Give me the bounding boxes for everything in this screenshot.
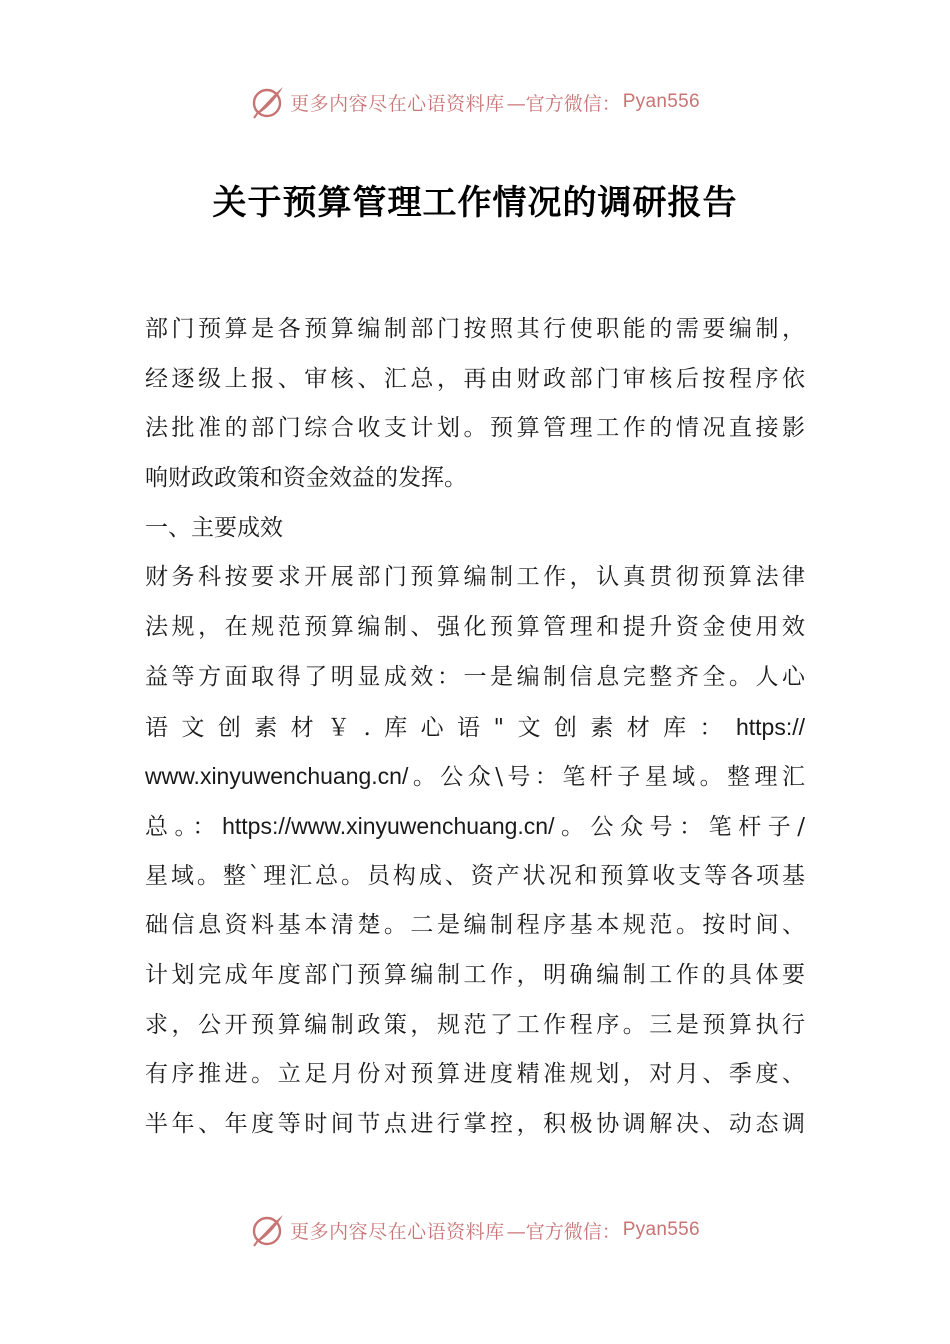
body-line: 法批准的部门综合收支计划。预算管理工作的情况直接影 [145, 415, 805, 442]
banner-separator: —官方微信： [506, 92, 621, 115]
body-line: 部门预算是各预算编制部门按照其行使职能的需要编制， [145, 316, 805, 342]
body-line: 财务科按要求开展部门预算编制工作，认真贯彻预算法律 [145, 564, 805, 591]
body-line: 半年、年度等时间节点进行掌控，积极协调解决、动态调 [145, 1111, 805, 1137]
body-line: 总。：https://www.xinyuwenchuang.cn/。公众号：笔杆子/ [145, 812, 805, 840]
banner-text: 更多内容尽在心语资料库 [290, 92, 505, 115]
section-heading: 一、主要成效 [145, 514, 283, 541]
body-line: 益等方面取得了明显成效：一是编制信息完整齐全。人心 [145, 663, 805, 690]
body-line: 经逐级上报、审核、汇总，再由财政部门审核后按程序依 [145, 365, 805, 392]
quill-logo-icon [250, 84, 286, 120]
body-line: 法规，在规范预算编制、强化预算管理和提升资金使用效 [145, 614, 805, 641]
banner-wechat-id: Pyan556 [622, 91, 700, 112]
banner-separator: —官方微信： [506, 1220, 621, 1243]
document-body [145, 305, 805, 1150]
body-line: 求，公开预算编制政策，规范了工作程序。三是预算执行 [145, 1011, 805, 1038]
body-line: 础信息资料基本清楚。二是编制程序基本规范。按时间、 [145, 912, 805, 939]
body-line: 计划完成年度部门预算编制工作，明确编制工作的具体要 [145, 961, 805, 988]
header-banner [0, 82, 950, 122]
quill-logo-icon [250, 1212, 286, 1248]
footer-banner [0, 1210, 950, 1250]
body-line: 星域。整`理汇总。员构成、资产状况和预算收支等各项基 [145, 862, 805, 889]
body-line: www.xinyuwenchuang.cn/。公众\号：笔杆子星域。整理汇 [145, 763, 805, 791]
body-line: 有序推进。立足月份对预算进度精准规划，对月、季度、 [145, 1061, 805, 1088]
banner-wechat-id: Pyan556 [622, 1219, 700, 1240]
body-line: 响财政政策和资金效益的发挥。 [145, 465, 467, 492]
document-title: 关于预算管理工作情况的调研报告 [212, 183, 738, 223]
body-line: 语文创素材￥.库心语"文创素材库：https:// [145, 713, 805, 741]
banner-text: 更多内容尽在心语资料库 [290, 1220, 505, 1243]
